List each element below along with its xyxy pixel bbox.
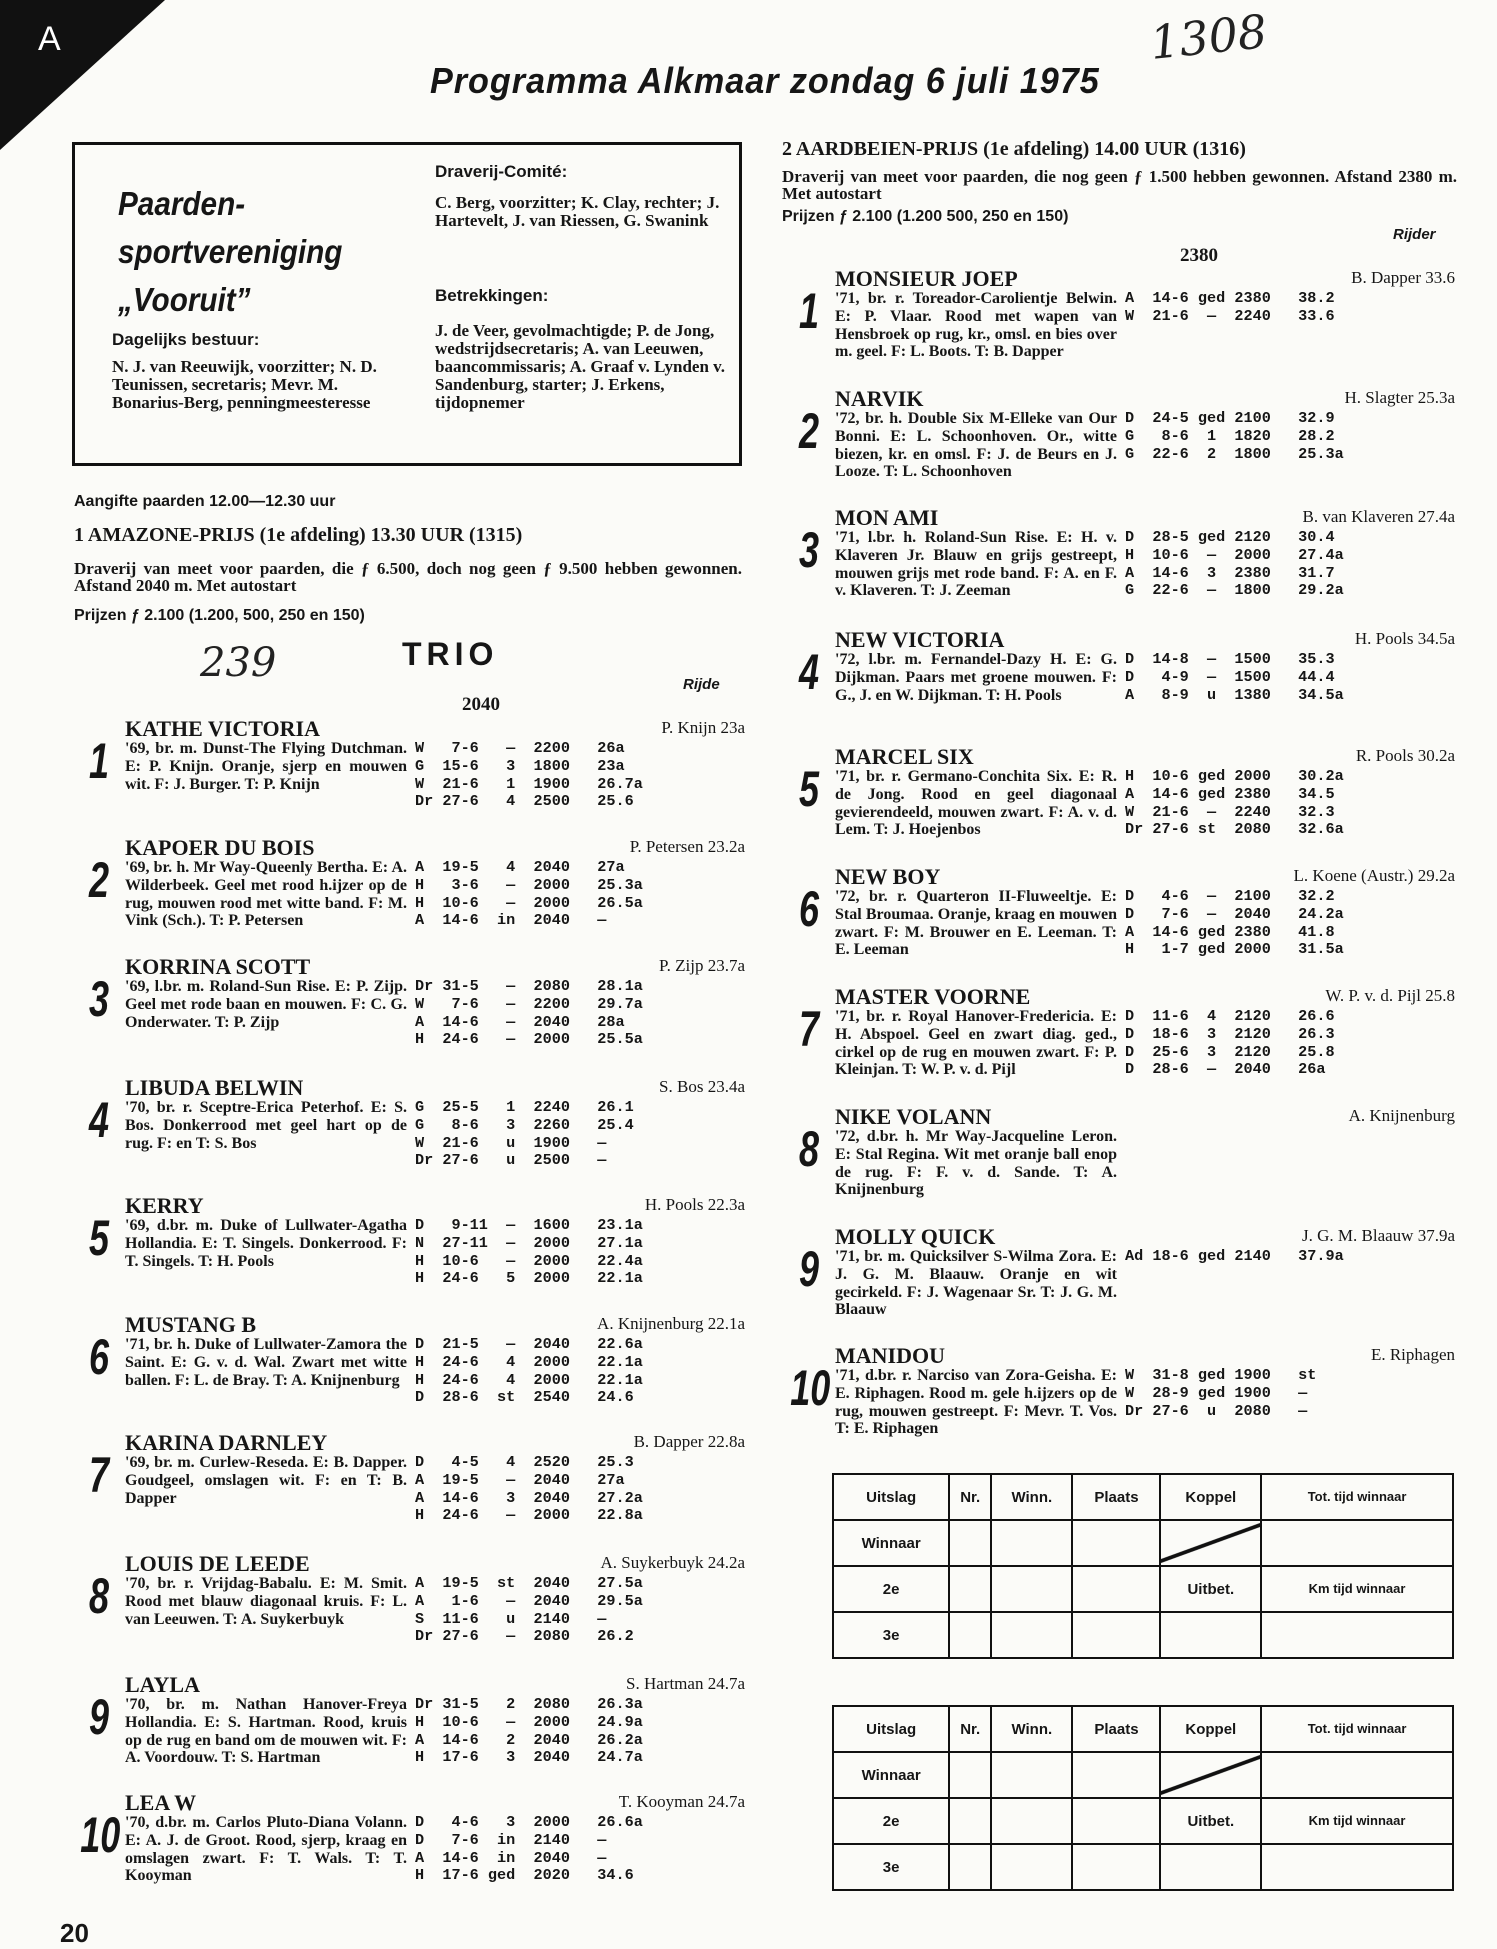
recent-results: D 14-8 — 1500 35.3 D 4-9 — 1500 44.4 A 8-9 u 1380 34.5a [1125,650,1344,704]
empty-cell [949,1798,991,1844]
recent-results: A 19-5 st 2040 27.5a A 1-6 — 2040 29.5a S 11-6 u 2140 — Dr 27-6 — 2080 26.2 [415,1574,643,1646]
race1-conditions: Draverij van meet voor paarden, die ƒ 6.500, doch nog geen ƒ 9.500 hebben gewonnen. Afstand 2040 m. Met autostart [74,559,742,595]
horse-name: KARINA DARNLEY [125,1430,328,1455]
horse-name: NIKE VOLANN [835,1104,992,1129]
start-number: 5 [88,1210,110,1266]
betrekkingen-text: J. de Veer, gevolmachtigde; P. de Jong, wedstrijdsecretaris; A. van Leeuwen, baancommissaris; A. Graaf v. Lynden v. Sandenburg, starter; J. Erkens, tijdopnemer [435,321,725,412]
horse-name: MARCEL SIX [835,744,974,769]
jockey: R. Pools 30.2a [1355,746,1455,765]
empty-cell [991,1612,1072,1658]
recent-results: Dr 31-5 — 2080 28.1a W 7-6 — 2200 29.7a A 14-6 — 2040 28a H 24-6 — 2000 25.5a [415,977,643,1049]
start-number: 3 [88,971,110,1027]
uitbet-label: Uitbet. [1160,1798,1261,1844]
km-tijd-label: Km tijd winnaar [1261,1566,1453,1612]
jockey: H. Pools 22.3a [644,1195,745,1214]
horse-name: KORRINA SCOTT [125,954,311,979]
horse-name: KAPOER DU BOIS [125,835,315,860]
handwritten-trio-note: 239 [200,640,277,686]
start-number: 1 [88,733,110,789]
horse-description: '69, br. m. Curlew-Reseda. E: B. Dapper. Goudgeel, omslagen wit. F: en T: B. Dapper [125,1454,407,1507]
recent-results: H 10-6 ged 2000 30.2a A 14-6 ged 2380 34.5 W 21-6 — 2240 32.3 Dr 27-6 st 2080 32.6a [1125,767,1344,839]
jockey: B. Dapper 22.8a [633,1432,745,1451]
empty-cell [991,1520,1072,1566]
horse-description: '71, br. h. Duke of Lullwater-Zamora the Saint. E: G. v. d. Wal. Zwart met witte ballen. F: L. de Bray. T: A. Knijnenburg [125,1336,407,1389]
jockey: E. Riphagen [1370,1345,1455,1364]
jockey: T. Kooyman 24.7a [618,1792,745,1811]
start-number: 1 [798,283,820,339]
row-label: Winnaar [833,1752,949,1798]
table-header-cell: Plaats [1072,1474,1160,1520]
recent-results: A 14-6 ged 2380 38.2 W 21-6 — 2240 33.6 [1125,289,1335,325]
start-number: 8 [798,1121,820,1177]
empty-cell [1072,1752,1160,1798]
jockey: S. Bos 23.4a [659,1077,745,1096]
jockey: P. Petersen 23.2a [629,837,745,856]
race1-heading: 1 AMAZONE-PRIJS (1e afdeling) 13.30 UUR (1315) [74,524,523,546]
horse-name: MANIDOU [835,1343,945,1368]
empty-cell [1072,1566,1160,1612]
horse-description: '71, br. r. Toreador-Carolientje Belwin. E: P. Vlaar. Rood met wapen van Hensbroek op rug, kr., omsl. en bies over m. geel. F: L. Boots. T: B. Dapper [835,290,1117,361]
jockey: A. Suykerbuyk 24.2a [600,1553,745,1572]
row-label: 2e [833,1566,949,1612]
start-number: 10 [80,1807,121,1863]
row-label: 3e [833,1612,949,1658]
empty-cell [1072,1844,1160,1890]
horse-name: LOUIS DE LEEDE [125,1551,310,1576]
empty-cell [991,1752,1072,1798]
comite-heading: Draverij-Comité: [435,162,568,181]
uitslag-table-1 [832,1473,1454,1659]
recent-results: D 24-5 ged 2100 32.9 G 8-6 1 1820 28.2 G 22-6 2 1800 25.3a [1125,409,1344,463]
empty-cell [991,1844,1072,1890]
page-title: Programma Alkmaar zondag 6 juli 1975 [430,60,1100,101]
recent-results: W 31-8 ged 1900 st W 28-9 ged 1900 — Dr 27-6 u 2080 — [1125,1366,1317,1420]
horse-description: '70, br. r. Sceptre-Erica Peterhof. E: S. Bos. Donkerrood met geel hart op de rug. F: en T: S. Bos [125,1099,407,1152]
table-header-cell: Uitslag [833,1474,949,1520]
recent-results: Dr 31-5 2 2080 26.3a H 10-6 — 2000 24.9a A 14-6 2 2040 26.2a H 17-6 3 2040 24.7a [415,1695,643,1767]
jockey: S. Hartman 24.7a [626,1674,745,1693]
page-number: 20 [60,1918,89,1948]
start-number: 2 [798,403,820,459]
horse-name: KERRY [125,1193,204,1218]
recent-results: D 9-11 — 1600 23.1a N 27-11 — 2000 27.1a H 10-6 — 2000 22.4a H 24-6 5 2000 22.1a [415,1216,643,1288]
horse-name: LEA W [125,1790,197,1815]
recent-results: D 11-6 4 2120 26.6 D 18-6 3 2120 26.3 D 25-6 3 2120 25.8 D 28-6 — 2040 26a [1125,1007,1335,1079]
comite-text: C. Berg, voorzitter; K. Clay, rechter; J. Hartevelt, J. van Riessen, G. Swanink [435,193,720,230]
race2-distance: 2380 [1180,245,1218,266]
jockey: A. Knijnenburg [1348,1106,1455,1125]
table-header-cell: Winn. [991,1706,1072,1752]
horse-description: '72, l.br. m. Fernandel-Dazy H. E: G. Dijkman. Paars met groene mouwen. F: G., J. en W. Dijkman. T: H. Pools [835,651,1117,704]
horse-description: '71, d.br. r. Narciso van Zora-Geisha. E: E. Riphagen. Rood m. gele h.ijzers op de rug, mouwen gestreept. F: Mevr. T. Vos. T: E. Riphagen [835,1367,1117,1438]
horse-description: '71, br. m. Quicksilver S-Wilma Zora. E: J. G. M. Blaauw. Oranje en wit gecirkeld. F: J. Wagenaar Sr. T: J. G. M. Blaauw [835,1248,1117,1319]
empty-cell [949,1752,991,1798]
trio-label: TRIO [402,636,499,672]
row-label: Winnaar [833,1520,949,1566]
jockey: H. Slagter 25.3a [1344,388,1455,407]
table-header-cell: Winn. [991,1474,1072,1520]
empty-cell [1261,1520,1453,1566]
race2-rijder-label: Rijder [1393,226,1436,243]
horse-description: '72, d.br. h. Mr Way-Jacqueline Leron. E: Stal Regina. Wit met oranje ball enop de rug. F: F. v. d. Sande. T: A. Knijnenburg [835,1128,1117,1199]
jockey: L. Koene (Austr.) 29.2a [1293,866,1455,885]
recent-results: D 4-5 4 2520 25.3 A 19-5 — 2040 27a A 14-6 3 2040 27.2a H 24-6 — 2000 22.8a [415,1453,643,1525]
recent-results: W 7-6 — 2200 26a G 15-6 3 1800 23a W 21-6 1 1900 26.7a Dr 27-6 4 2500 25.6 [415,739,643,811]
recent-results: D 4-6 3 2000 26.6a D 7-6 in 2140 — A 14-6 in 2040 — H 17-6 ged 2020 34.6 [415,1813,643,1885]
table-header-cell: Koppel [1160,1706,1261,1752]
koppel-crossed-cell [1160,1752,1261,1798]
start-number: 6 [88,1329,110,1385]
empty-cell [991,1566,1072,1612]
horse-description: '70, br. r. Vrijdag-Babalu. E: M. Smit. Rood met blauw diagonaal kruis. F: L. van Leeuwen. T: A. Suykerbuyk [125,1575,407,1628]
horse-name: LIBUDA BELWIN [125,1075,304,1100]
horse-description: '71, br. r. Royal Hanover-Fredericia. E: H. Abspoel. Geel en zwart diag. ged., cirkel op de rug en mouwen zwart. F: P. Kleinjan. T: W. P. v. d. Pijl [835,1008,1117,1079]
recent-results: D 28-5 ged 2120 30.4 H 10-6 — 2000 27.4a A 14-6 3 2380 31.7 G 22-6 — 1800 29.2a [1125,528,1344,600]
race2-conditions: Draverij van meet voor paarden, die nog geen ƒ 1.500 hebben gewonnen. Afstand 2380 m. Met autostart [782,167,1457,203]
club-name: Paarden- sportvereniging „Vooruit” [118,185,343,318]
start-number: 2 [88,852,110,908]
start-number: 8 [88,1568,110,1624]
start-number: 4 [88,1092,110,1148]
recent-results: D 4-6 — 2100 32.2 D 7-6 — 2040 24.2a A 14-6 ged 2380 41.8 H 1-7 ged 2000 31.5a [1125,887,1344,959]
start-number: 10 [790,1360,831,1416]
horse-name: NARVIK [835,386,924,411]
empty-cell [991,1798,1072,1844]
recent-results: G 25-5 1 2240 26.1 G 8-6 3 2260 25.4 W 21-6 u 1900 — Dr 27-6 u 2500 — [415,1098,634,1170]
uitslag-table-2 [832,1705,1454,1891]
horse-description: '69, br. m. Dunst-The Flying Dutchman. E: P. Knijn. Oranje, sjerp en mouwen wit. F: J. Burger. T: P. Knijn [125,740,407,793]
empty-cell [1072,1612,1160,1658]
aangifte-note: Aangifte paarden 12.00—12.30 uur [74,493,336,510]
empty-cell [1160,1844,1261,1890]
km-tijd-label: Km tijd winnaar [1261,1798,1453,1844]
empty-cell [949,1612,991,1658]
horse-name: NEW VICTORIA [835,627,1005,652]
table-header-cell: Plaats [1072,1706,1160,1752]
empty-cell [949,1566,991,1612]
horse-description: '69, l.br. m. Roland-Sun Rise. E: P. Zijp. Geel met rode baan en mouwen. F: C. G. Onderwater. T: P. Zijp [125,978,407,1031]
start-number: 9 [798,1241,820,1297]
bestuur-heading: Dagelijks bestuur: [112,330,260,349]
corner-tab [0,0,165,150]
horse-name: MON AMI [835,505,939,530]
horse-description: '71, l.br. h. Roland-Sun Rise. E: H. v. Klaveren Jr. Blauw en grijs gestreept, mouwen grijs met rode band. F: A. en F. v. Klaveren. T: J. Zeeman [835,529,1117,600]
jockey: B. Dapper 33.6 [1351,268,1455,287]
horse-description: '72, br. r. Quarteron II-Fluweeltje. E: Stal Broumaa. Oranje, kraag en mouwen zwart. F: M. Brouwer en E. Leeman. T: E. Leeman [835,888,1117,959]
koppel-crossed-cell [1160,1520,1261,1566]
empty-cell [1261,1752,1453,1798]
start-number: 9 [88,1689,110,1745]
bestuur-text: N. J. van Reeuwijk, voorzitter; N. D. Teunissen, secretaris; Mevr. M. Bonarius-Berg, penningmeesteresse [112,357,377,412]
start-number: 7 [88,1447,110,1503]
horse-name: MOLLY QUICK [835,1224,996,1249]
race1-rijder-label: Rijde [683,676,720,693]
empty-cell [1072,1798,1160,1844]
jockey: H. Pools 34.5a [1354,629,1455,648]
empty-cell [949,1520,991,1566]
jockey: P. Knijn 23a [661,718,745,737]
empty-cell [1072,1520,1160,1566]
race1-prizes: Prijzen ƒ 2.100 (1.200, 500, 250 en 150) [74,607,365,624]
table-header-cell: Nr. [949,1706,991,1752]
start-number: 6 [798,881,820,937]
handwritten-id: 1308 [1147,4,1270,70]
table-header-cell: Uitslag [833,1706,949,1752]
jockey: A. Knijnenburg 22.1a [597,1314,745,1333]
horse-name: MASTER VOORNE [835,984,1031,1009]
row-label: 3e [833,1844,949,1890]
race2-prizes: Prijzen ƒ 2.100 (1.200 500, 250 en 150) [782,208,1069,225]
recent-results: D 21-5 — 2040 22.6a H 24-6 4 2000 22.1a H 24-6 4 2000 22.1a D 28-6 st 2540 24.6 [415,1335,643,1407]
start-number: 3 [798,522,820,578]
recent-results: A 19-5 4 2040 27a H 3-6 — 2000 25.3a H 10-6 — 2000 26.5a A 14-6 in 2040 — [415,858,643,930]
empty-cell [1160,1612,1261,1658]
horse-description: '72, br. h. Double Six M-Elleke van Our Bonni. E: L. Schoonhoven. Or., witte biezen, kr. en omsl. F: J. de Beurs en J. Looze. T: L. Schoonhoven [835,410,1117,481]
horse-name: LAYLA [125,1672,200,1697]
start-number: 7 [798,1001,820,1057]
jockey: P. Zijp 23.7a [659,956,745,975]
table-header-cell: Tot. tijd winnaar [1261,1474,1453,1520]
race1-distance: 2040 [462,694,500,715]
start-number: 5 [798,761,820,817]
race2-heading: 2 AARDBEIEN-PRIJS (1e afdeling) 14.00 UUR (1316) [782,138,1246,160]
start-number: 4 [798,644,820,700]
horse-description: '70, d.br. m. Carlos Pluto-Diana Volann. E: A. J. de Groot. Rood, sjerp, kraag en omslagen zwart. F: T. Wals. T: T. Kooyman [125,1814,407,1885]
jockey: W. P. v. d. Pijl 25.8 [1325,986,1455,1005]
table-header-cell: Nr. [949,1474,991,1520]
horse-description: '71, br. r. Germano-Conchita Six. E: R. de Jong. Rood en geel diagonaal gevierendeeld, mouwen zwart. F: A. v. d. Lem. T: J. Hoejenbos [835,768,1117,839]
jockey: B. van Klaveren 27.4a [1302,507,1455,526]
jockey: J. G. M. Blaauw 37.9a [1302,1226,1455,1245]
horse-name: MONSIEUR JOEP [835,266,1018,291]
horse-name: KATHE VICTORIA [125,716,320,741]
horse-description: '70, br. m. Nathan Hanover-Freya Hollandia. E: S. Hartman. Rood, kruis op de rug en band om de mouwen wit. F: A. Voordouw. T: S. Hartman [125,1696,407,1767]
table-header-cell: Koppel [1160,1474,1261,1520]
row-label: 2e [833,1798,949,1844]
empty-cell [1261,1844,1453,1890]
horse-description: '69, br. h. Mr Way-Queenly Bertha. E: A. Wilderbeek. Geel met rood h.ijzer op de rug, mouwen rood met witte band. F: M. Vink (Sch.). T: P. Petersen [125,859,407,930]
empty-cell [949,1844,991,1890]
horse-name: MUSTANG B [125,1312,256,1337]
betrekkingen-heading: Betrekkingen: [435,286,549,305]
uitbet-label: Uitbet. [1160,1566,1261,1612]
horse-description: '69, d.br. m. Duke of Lullwater-Agatha Hollandia. E: T. Singels. Donkerrood. F: T. Singels. T: H. Pools [125,1217,407,1270]
table-header-cell: Tot. tijd winnaar [1261,1706,1453,1752]
section-letter: A [38,20,61,58]
empty-cell [1261,1612,1453,1658]
recent-results: Ad 18-6 ged 2140 37.9a [1125,1247,1344,1265]
horse-name: NEW BOY [835,864,941,889]
